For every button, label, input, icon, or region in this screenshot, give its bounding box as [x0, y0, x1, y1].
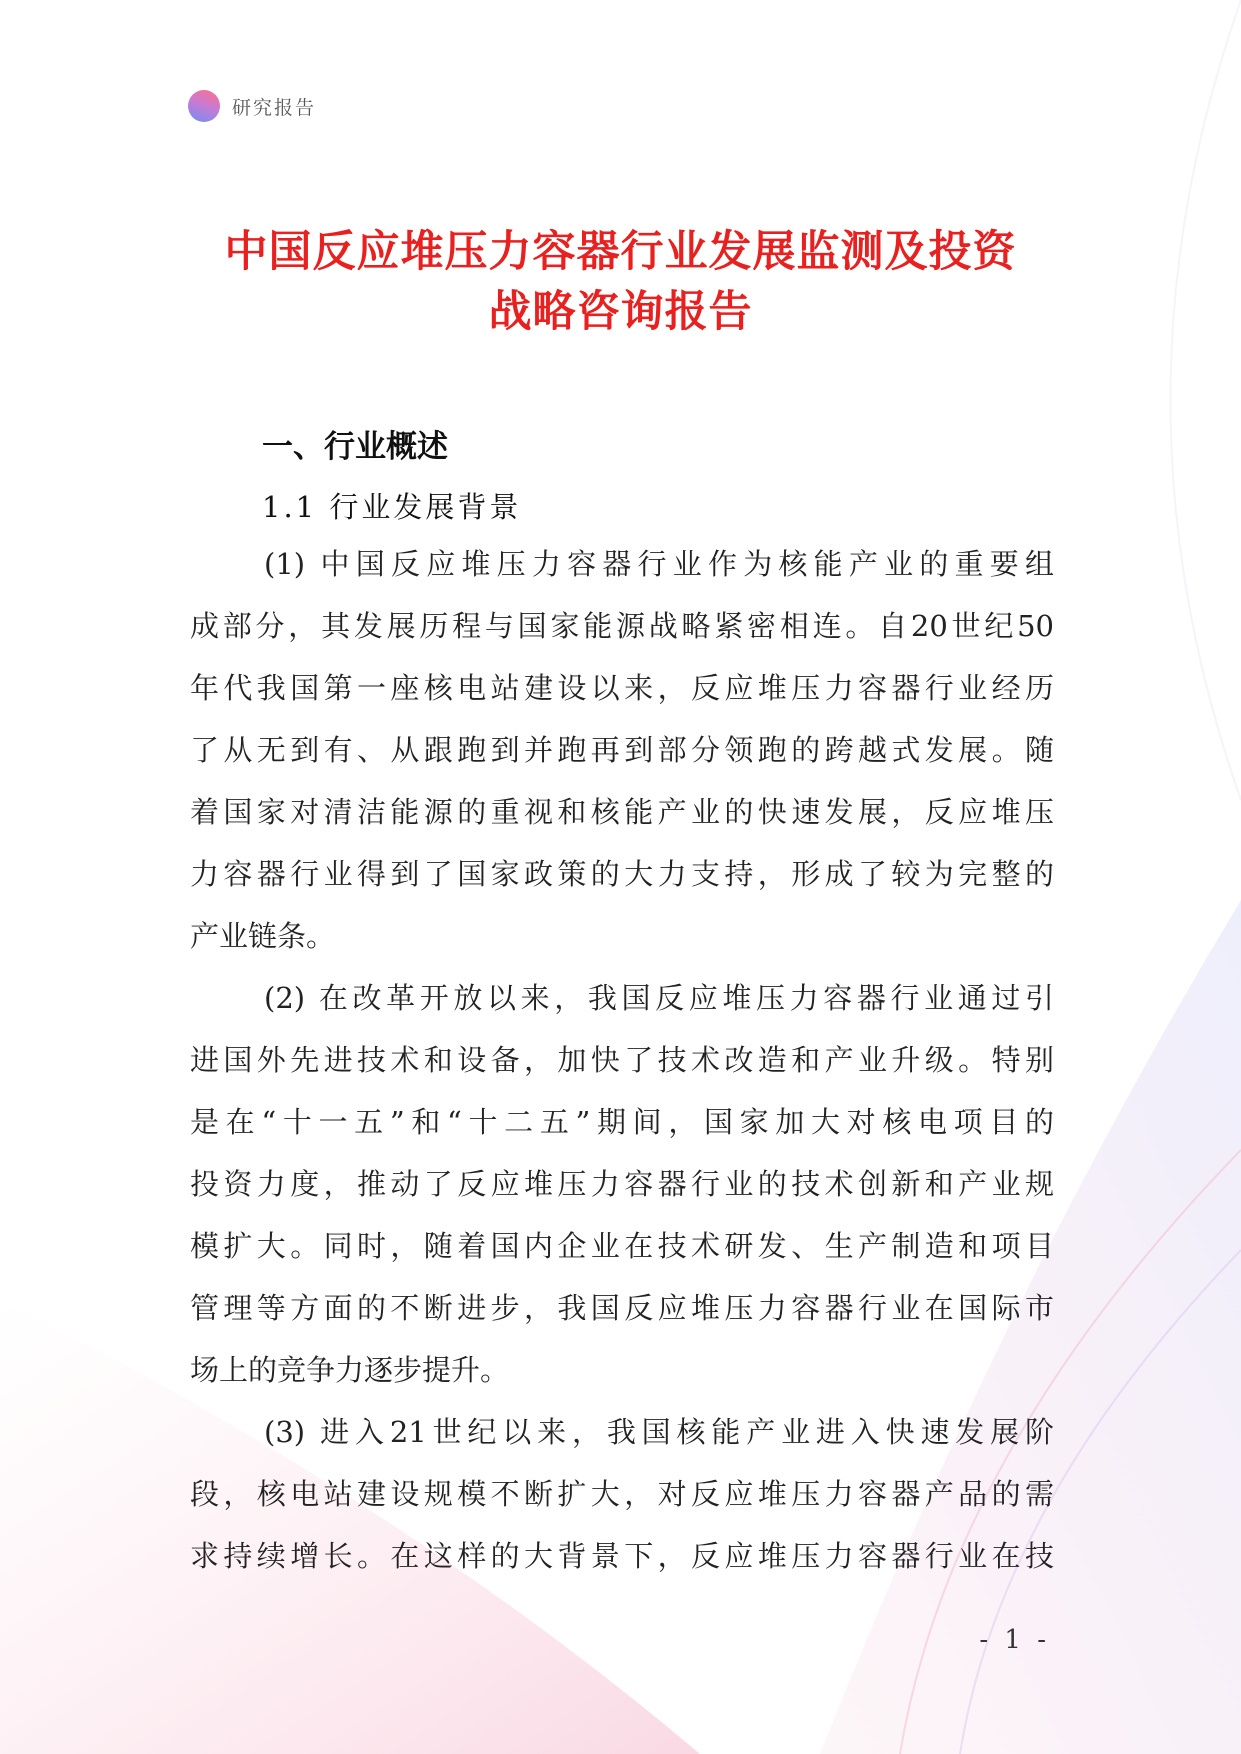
report-header: [188, 90, 316, 122]
paragraph-2: [190, 967, 1054, 1401]
text-line: 产业链条。: [190, 919, 336, 953]
text-line: 了从无到有、从跟跑到并跑再到部分领跑的跨越式发展。随: [190, 733, 1054, 767]
paragraph-3: [190, 1401, 1054, 1587]
text-line: 投资力度，推动了反应堆压力容器行业的技术创新和产业规: [190, 1167, 1054, 1201]
text-line: 段，核电站建设规模不断扩大，对反应堆压力容器产品的需: [190, 1477, 1054, 1511]
text-line: 是在“十一五”和“十二五”期间，国家加大对核电项目的: [190, 1105, 1054, 1139]
text-line: 着国家对清洁能源的重视和核能产业的快速发展，反应堆压: [190, 795, 1054, 829]
section-heading: 一、行业概述: [262, 429, 448, 465]
title-line-2: 战略咨询报告: [488, 287, 753, 337]
subsection-heading: 1.1 行业发展背景: [262, 490, 522, 524]
text-line: 年代我国第一座核电站建设以来，反应堆压力容器行业经历: [190, 671, 1054, 705]
text-line: 管理等方面的不断进步，我国反应堆压力容器行业在国际市: [190, 1291, 1054, 1325]
text-line: (1) 中国反应堆压力容器行业作为核能产业的重要组: [264, 547, 1054, 581]
title-line-1: 中国反应堆压力容器行业发展监测及投资: [224, 227, 1017, 277]
text-line: 进国外先进技术和设备，加快了技术改造和产业升级。特别: [190, 1043, 1054, 1077]
text-line: 求持续增长。在这样的大背景下，反应堆压力容器行业在技: [190, 1539, 1054, 1573]
text-line: 成部分，其发展历程与国家能源战略紧密相连。自20世纪50: [190, 609, 1054, 643]
text-line: 力容器行业得到了国家政策的大力支持，形成了较为完整的: [190, 857, 1054, 891]
text-line: (3) 进入21世纪以来，我国核能产业进入快速发展阶: [264, 1415, 1054, 1449]
page-number: - 1 -: [979, 1625, 1050, 1655]
document-title: [120, 222, 1121, 342]
header-label: 研究报告: [232, 96, 317, 119]
text-line: (2) 在改革开放以来，我国反应堆压力容器行业通过引: [264, 981, 1054, 1015]
text-line: 模扩大。同时，随着国内企业在技术研发、生产制造和项目: [190, 1229, 1054, 1263]
paragraph-1: [190, 533, 1054, 967]
text-line: 场上的竞争力逐步提升。: [190, 1353, 510, 1387]
report-logo-icon: [188, 90, 220, 122]
